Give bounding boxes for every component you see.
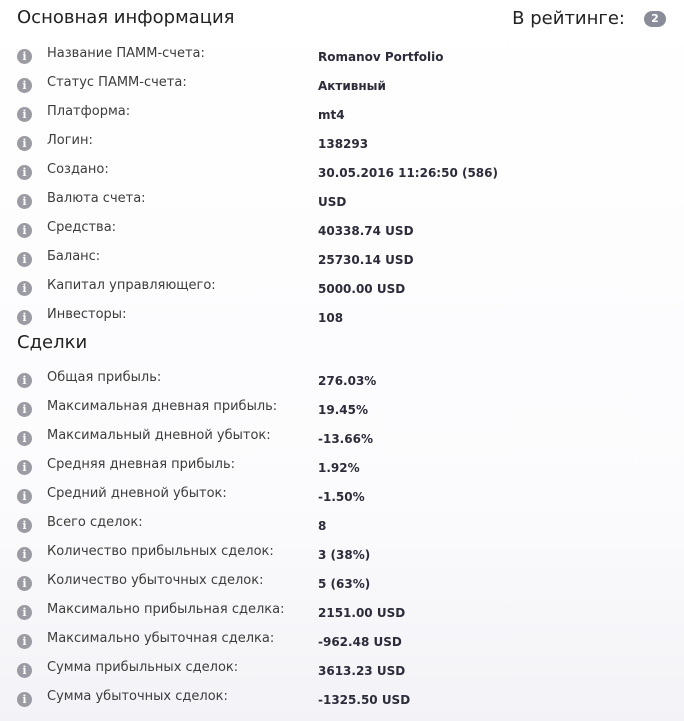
rating-label: В рейтинге: [512,8,625,29]
info-icon[interactable]: i [17,49,32,64]
info-icon[interactable]: i [17,281,32,296]
row-label: Создано: [47,162,109,177]
row-label: Общая прибыль: [47,370,162,385]
trade-row-losing-count [17,573,674,593]
rating [512,8,666,29]
row-value: 138293 [318,137,369,151]
row-label: Максимально убыточная сделка: [47,631,275,646]
info-icon[interactable]: i [17,194,32,209]
trade-row-avg-daily-profit [17,457,674,477]
info-icon[interactable]: i [17,634,32,649]
info-row-name [17,46,674,66]
row-value: Romanov Portfolio [318,50,444,64]
info-icon[interactable]: i [17,663,32,678]
row-label: Статус ПАММ-счета: [47,75,187,90]
row-label: Средняя дневная прибыль: [47,457,235,472]
row-label: Баланс: [47,249,101,264]
row-value: 1.92% [318,461,360,475]
info-icon[interactable]: i [17,107,32,122]
info-icon[interactable]: i [17,373,32,388]
info-icon[interactable]: i [17,402,32,417]
row-value: USD [318,195,347,209]
row-value: -962.48 USD [318,635,402,649]
info-icon[interactable]: i [17,605,32,620]
section-title-trades: Сделки [17,332,88,353]
row-value: 5000.00 USD [318,282,406,296]
info-row-balance [17,249,674,269]
row-value: 3 (38%) [318,548,371,562]
row-value: 2151.00 USD [318,606,406,620]
row-label: Всего сделок: [47,515,143,530]
trade-row-max-profit-trade [17,602,674,622]
info-icon[interactable]: i [17,165,32,180]
info-icon[interactable]: i [17,576,32,591]
trade-row-avg-daily-loss [17,486,674,506]
trade-row-loss-sum [17,689,674,709]
row-value: 5 (63%) [318,577,371,591]
info-row-manager-capital [17,278,674,298]
info-row-currency [17,191,674,211]
row-value: 108 [318,311,344,325]
info-icon[interactable]: i [17,489,32,504]
info-icon[interactable]: i [17,310,32,325]
info-row-equity [17,220,674,240]
row-value: Активный [318,79,386,93]
row-value: -1325.50 USD [318,693,411,707]
row-value: 30.05.2016 11:26:50 (586) [318,166,498,180]
row-label: Максимальный дневной убыток: [47,428,271,443]
row-label: Количество прибыльных сделок: [47,544,274,559]
row-value: mt4 [318,108,345,122]
info-row-investors [17,307,674,327]
info-icon[interactable]: i [17,252,32,267]
row-label: Сумма прибыльных сделок: [47,660,239,675]
row-label: Валюта счета: [47,191,146,206]
row-label: Максимальная дневная прибыль: [47,399,278,414]
rating-badge: 2 [644,11,666,27]
row-value: -13.66% [318,432,373,446]
row-label: Название ПАММ-счета: [47,46,205,61]
row-value: 40338.74 USD [318,224,414,238]
trade-row-max-daily-profit [17,399,674,419]
info-row-status [17,75,674,95]
trade-row-profitable-count [17,544,674,564]
row-value: 25730.14 USD [318,253,414,267]
row-label: Максимально прибыльная сделка: [47,602,285,617]
row-value: 3613.23 USD [318,664,406,678]
trade-row-profit-sum [17,660,674,680]
info-icon[interactable]: i [17,547,32,562]
info-icon[interactable]: i [17,692,32,707]
trade-row-max-daily-loss [17,428,674,448]
row-label: Сумма убыточных сделок: [47,689,228,704]
info-icon[interactable]: i [17,223,32,238]
trade-row-total-profit [17,370,674,390]
info-row-platform [17,104,674,124]
row-label: Инвесторы: [47,307,127,322]
row-value: 19.45% [318,403,368,417]
info-icon[interactable]: i [17,460,32,475]
section-title-main-info: Основная информация [17,7,235,28]
info-row-login [17,133,674,153]
info-icon[interactable]: i [17,518,32,533]
info-icon[interactable]: i [17,431,32,446]
row-value: -1.50% [318,490,365,504]
info-row-created [17,162,674,182]
row-label: Средний дневной убыток: [47,486,227,501]
row-label: Платформа: [47,104,131,119]
info-icon[interactable]: i [17,78,32,93]
trade-row-max-loss-trade [17,631,674,651]
row-value: 8 [318,519,327,533]
row-label: Количество убыточных сделок: [47,573,264,588]
row-label: Капитал управляющего: [47,278,216,293]
trade-row-total-trades [17,515,674,535]
row-label: Логин: [47,133,93,148]
row-label: Средства: [47,220,117,235]
row-value: 276.03% [318,374,377,388]
info-icon[interactable]: i [17,136,32,151]
